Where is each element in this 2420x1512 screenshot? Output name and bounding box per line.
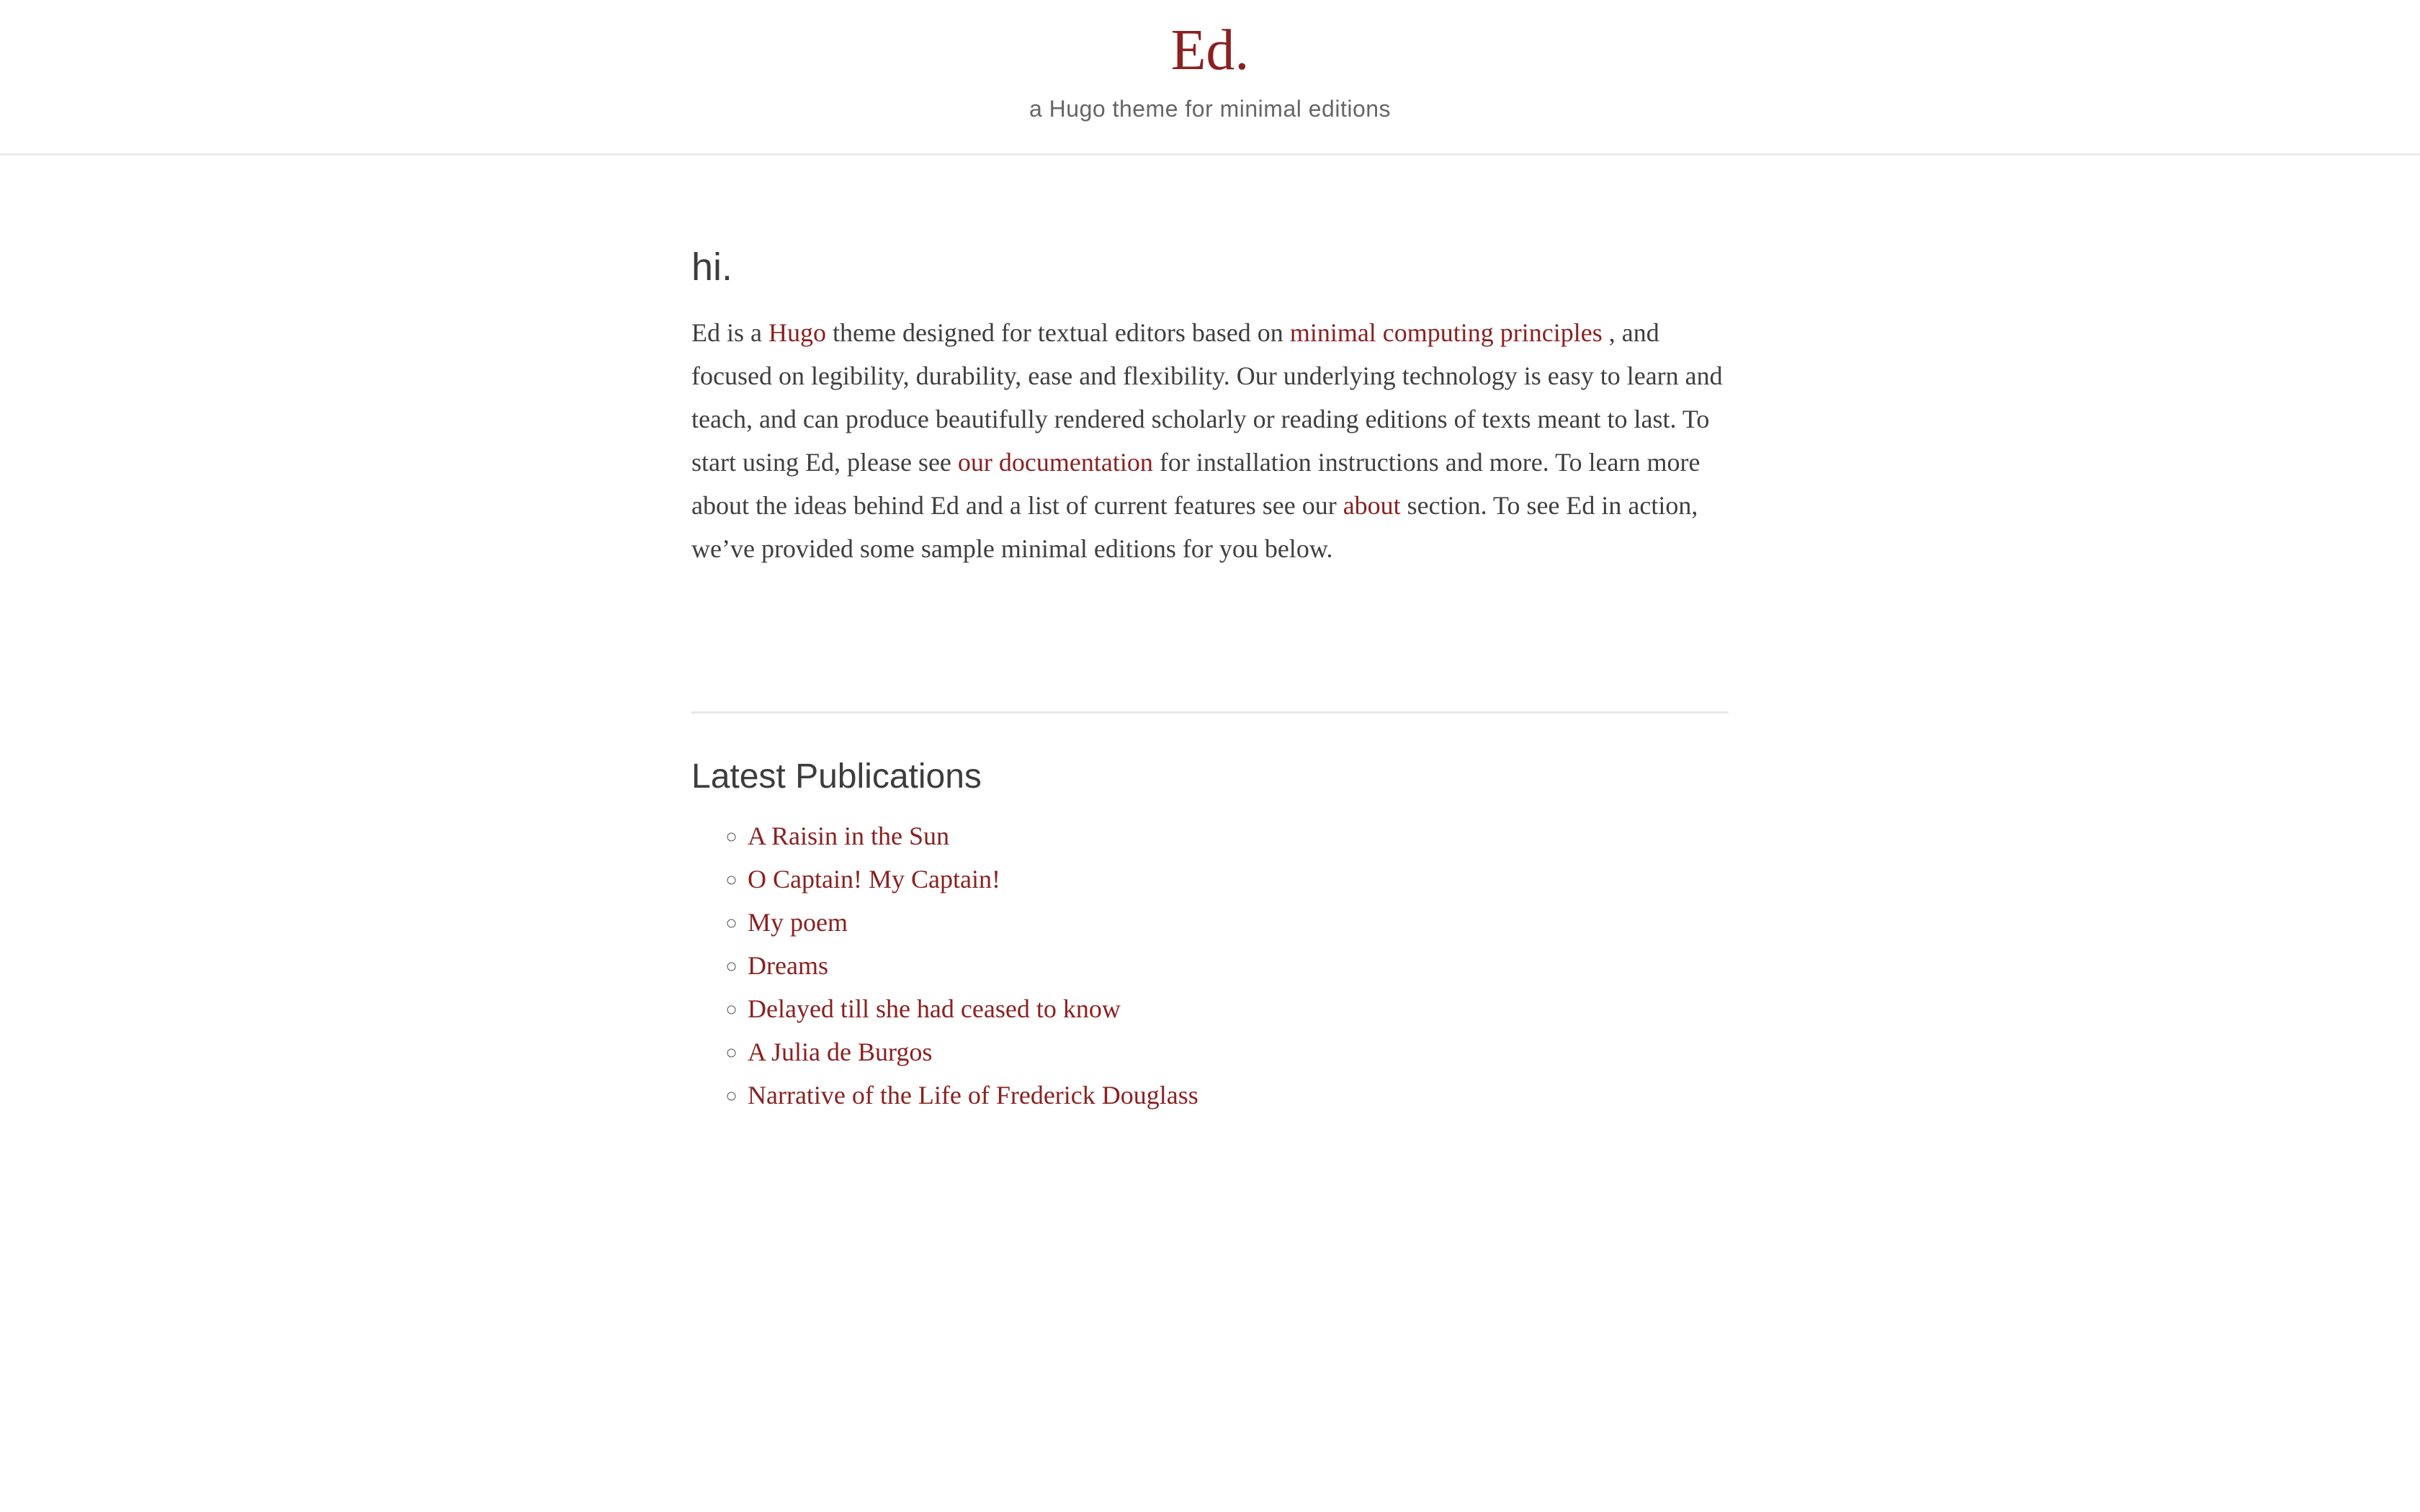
publication-link[interactable]: Narrative of the Life of Frederick Douglass xyxy=(748,1081,1198,1110)
publication-link[interactable]: A Raisin in the Sun xyxy=(748,822,950,850)
site-subtitle: a Hugo theme for minimal editions xyxy=(1028,96,1392,122)
menu-button[interactable] xyxy=(50,37,81,62)
main-content xyxy=(691,156,1729,1117)
intro-text: section. To see Ed in action, we’ve provided some sample minimal editions for you below. xyxy=(691,491,1698,563)
section-divider xyxy=(691,711,1729,714)
publication-item xyxy=(748,1030,1729,1074)
site-header xyxy=(0,0,2420,156)
publication-item xyxy=(748,858,1729,901)
intro-link[interactable]: about xyxy=(1343,491,1401,520)
intro-text: , and focused on legibility, durability, ease and flexibility. Our underlying technology is easy to learn and teach, and can produce beautifully rendered scholarly or reading editions of texts meant to last. To start using Ed, please see xyxy=(691,318,1723,477)
publication-item xyxy=(748,944,1729,987)
intro-link[interactable]: our documentation xyxy=(957,448,1153,477)
publication-link[interactable]: A Julia de Burgos xyxy=(748,1038,933,1066)
publication-item xyxy=(748,987,1729,1030)
publication-link[interactable]: Delayed till she had ceased to know xyxy=(748,994,1121,1023)
intro-paragraph xyxy=(691,311,1729,570)
site-title-link[interactable]: Ed. xyxy=(1170,19,1250,82)
page-heading: hi. xyxy=(691,246,733,289)
intro-text: theme designed for textual editors based on xyxy=(825,318,1290,347)
publication-link[interactable]: Dreams xyxy=(748,951,828,980)
publications-list xyxy=(691,814,1729,1117)
publication-item xyxy=(748,814,1729,858)
intro-link[interactable]: Hugo xyxy=(768,318,826,347)
publication-link[interactable]: My poem xyxy=(748,908,848,937)
intro-text: for installation instructions and more. To learn more about the ideas behind Ed and a list of current features see our xyxy=(691,448,1700,520)
publications-heading: Latest Publications xyxy=(691,757,982,796)
publication-item xyxy=(748,1074,1729,1117)
intro-link[interactable]: minimal computing principles xyxy=(1289,318,1603,347)
intro-text: Ed is a xyxy=(691,318,768,347)
publication-item xyxy=(748,901,1729,944)
publication-link[interactable]: O Captain! My Captain! xyxy=(748,865,1000,894)
